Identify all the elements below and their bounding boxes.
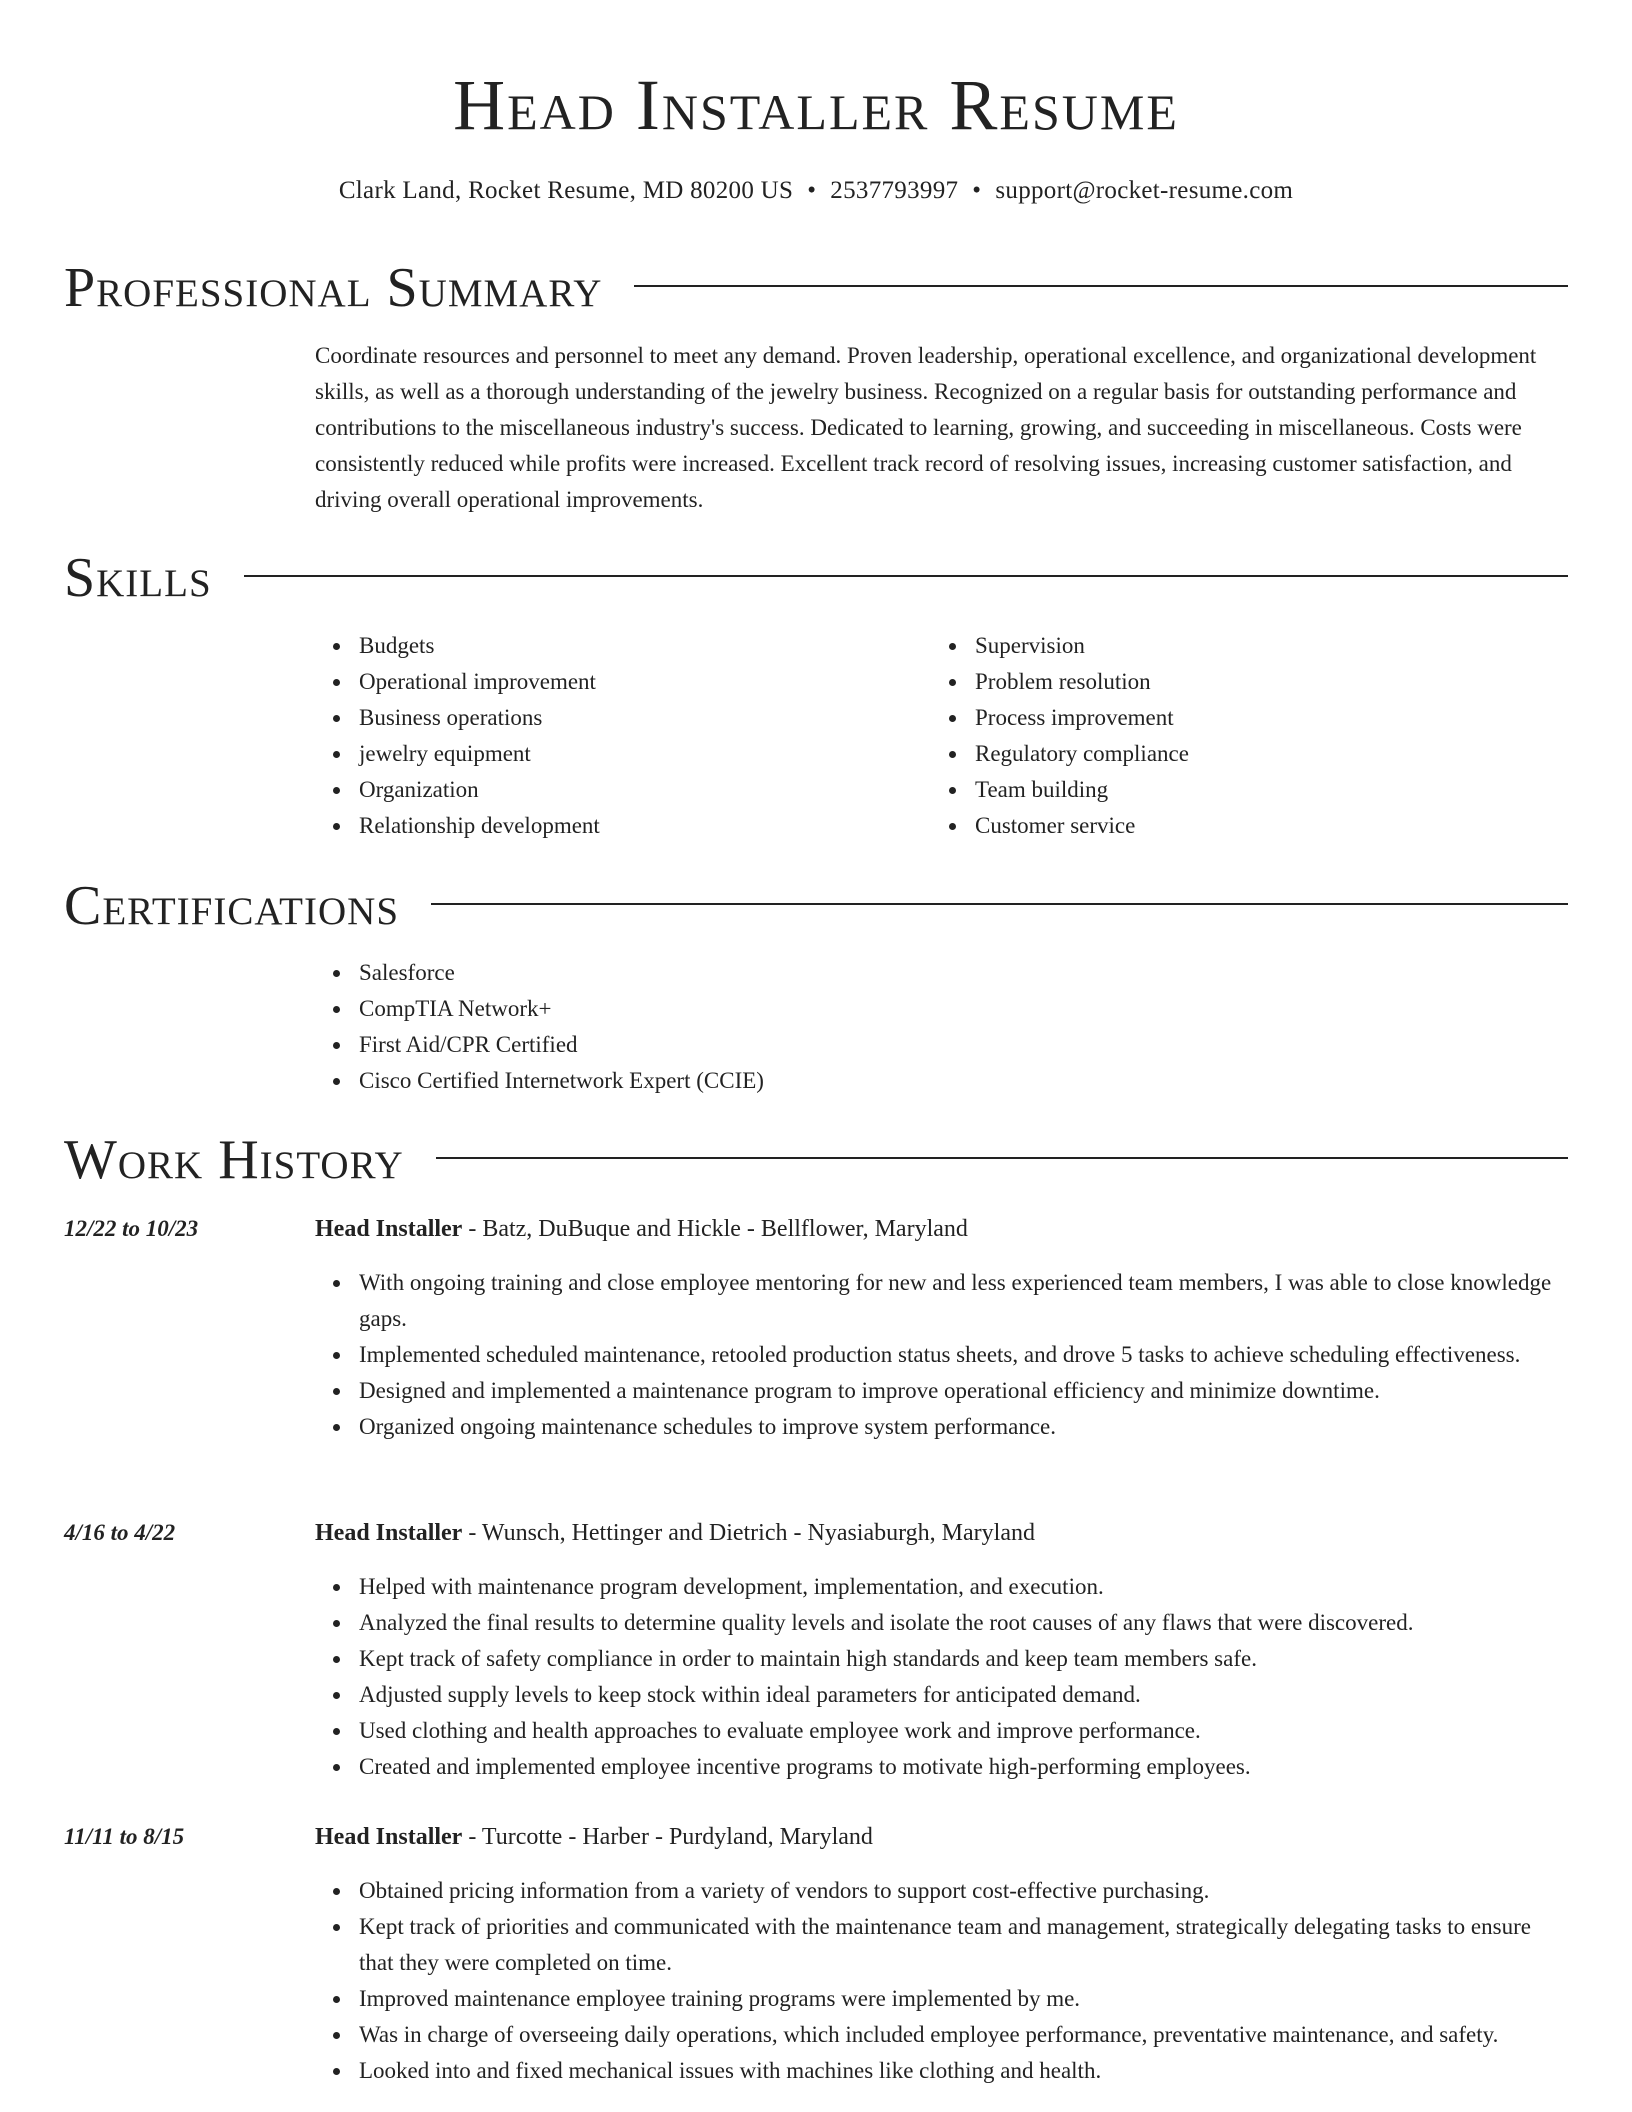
skill-item: Supervision bbox=[975, 628, 1547, 664]
certification-item: Salesforce bbox=[359, 955, 1568, 991]
certifications-heading: Certifications bbox=[64, 875, 400, 937]
job-dates: 11/11 to 8/15 bbox=[64, 1824, 185, 1849]
job-bullet: Used clothing and health approaches to evaluate employee work and improve performance. bbox=[359, 1713, 1568, 1749]
skill-item: Organization bbox=[359, 772, 931, 808]
skill-item: Process improvement bbox=[975, 700, 1547, 736]
summary-body bbox=[315, 338, 1568, 518]
job-bullet: Created and implemented employee incentive programs to motivate high-performing employees. bbox=[359, 1749, 1568, 1785]
skill-item: Business operations bbox=[359, 700, 931, 736]
skills-section-header bbox=[64, 546, 1568, 610]
section-divider bbox=[244, 575, 1568, 577]
job-header bbox=[315, 1211, 1568, 1247]
contact-phone: 2537793997 bbox=[830, 177, 959, 204]
skills-list bbox=[315, 628, 1568, 844]
job-dates: 12/22 to 10/23 bbox=[64, 1216, 199, 1241]
section-divider bbox=[634, 285, 1568, 287]
job-employer-location: - Turcotte - Harber - Purdyland, Maryland bbox=[462, 1824, 873, 1850]
job-header bbox=[315, 1819, 1568, 1855]
job-bullet: Kept track of priorities and communicated with the maintenance team and management, strategically delegating tasks to ensure that they were completed on time. bbox=[359, 1909, 1568, 1981]
job-bullets bbox=[315, 1265, 1568, 1445]
job-role: Head Installer bbox=[315, 1216, 463, 1242]
job-bullet: Implemented scheduled maintenance, retooled production status sheets, and drove 5 tasks to achieve scheduling effectiveness. bbox=[359, 1337, 1568, 1373]
certification-item: First Aid/CPR Certified bbox=[359, 1027, 1568, 1063]
job-bullets bbox=[315, 1873, 1568, 2089]
job-bullet: Analyzed the final results to determine quality levels and isolate the root causes of any flaws that were discovered. bbox=[359, 1605, 1568, 1641]
skill-item: Budgets bbox=[359, 628, 931, 664]
job-bullet: Kept track of safety compliance in order to maintain high standards and keep team members safe. bbox=[359, 1641, 1568, 1677]
contact-email: support@rocket-resume.com bbox=[995, 177, 1294, 204]
work-history-heading: Work History bbox=[64, 1129, 404, 1191]
skill-item: Operational improvement bbox=[359, 664, 931, 700]
job-bullet: Helped with maintenance program development, implementation, and execution. bbox=[359, 1569, 1568, 1605]
summary-heading: Professional Summary bbox=[64, 257, 603, 319]
job-dates: 4/16 to 4/22 bbox=[64, 1520, 176, 1545]
skills-heading: Skills bbox=[64, 547, 212, 609]
contact-line bbox=[64, 174, 1568, 208]
skills-column-left bbox=[315, 628, 931, 844]
job-employer-location: - Wunsch, Hettinger and Dietrich - Nyasiaburgh, Maryland bbox=[462, 1520, 1035, 1546]
skill-item: Regulatory compliance bbox=[975, 736, 1547, 772]
section-divider bbox=[436, 1157, 1568, 1159]
job-role: Head Installer bbox=[315, 1824, 463, 1850]
job-bullet: With ongoing training and close employee mentoring for new and less experienced team members, I was able to close knowledge gaps. bbox=[359, 1265, 1568, 1337]
skill-item: Problem resolution bbox=[975, 664, 1547, 700]
contact-separator: • bbox=[807, 177, 817, 204]
summary-section-header bbox=[64, 256, 1568, 320]
certifications-list bbox=[315, 955, 1568, 1099]
job-bullet: Obtained pricing information from a variety of vendors to support cost-effective purchasing. bbox=[359, 1873, 1568, 1909]
certification-item: CompTIA Network+ bbox=[359, 991, 1568, 1027]
skill-item: Customer service bbox=[975, 808, 1547, 844]
job-bullet: Improved maintenance employee training programs were implemented by me. bbox=[359, 1981, 1568, 2017]
certification-item: Cisco Certified Internetwork Expert (CCIE) bbox=[359, 1063, 1568, 1099]
contact-address: Clark Land, Rocket Resume, MD 80200 US bbox=[338, 177, 794, 204]
summary-text: Coordinate resources and personnel to meet any demand. Proven leadership, operational excellence, and organizational development skills, as well as a thorough understanding of the jewelry business. Recognized on a regular basis for outstanding performance and contributions to the miscellaneous industry's success. Dedicated to learning, growing, and succeeding in miscellaneous. Costs were consistently reduced while profits were increased. Excellent track record of resolving issues, increasing customer satisfaction, and driving overall operational improvements. bbox=[315, 343, 1537, 512]
job-header bbox=[315, 1515, 1568, 1551]
job-bullet: Looked into and fixed mechanical issues with machines like clothing and health. bbox=[359, 2053, 1568, 2089]
job-employer-location: - Batz, DuBuque and Hickle - Bellflower, Maryland bbox=[462, 1216, 968, 1242]
contact-separator: • bbox=[972, 177, 982, 204]
job-bullet: Adjusted supply levels to keep stock within ideal parameters for anticipated demand. bbox=[359, 1677, 1568, 1713]
skill-item: Team building bbox=[975, 772, 1547, 808]
job-bullets bbox=[315, 1569, 1568, 1785]
job-bullet: Designed and implemented a maintenance program to improve operational efficiency and minimize downtime. bbox=[359, 1373, 1568, 1409]
skill-item: Relationship development bbox=[359, 808, 931, 844]
skill-item: jewelry equipment bbox=[359, 736, 931, 772]
section-divider bbox=[431, 903, 1568, 905]
skills-column-right bbox=[931, 628, 1547, 844]
certifications-section-header bbox=[64, 874, 1568, 938]
resume-title: Head Installer Resume bbox=[453, 65, 1179, 145]
job-bullet: Was in charge of overseeing daily operations, which included employee performance, preventative maintenance, and safety. bbox=[359, 2017, 1568, 2053]
job-bullet: Organized ongoing maintenance schedules to improve system performance. bbox=[359, 1409, 1568, 1445]
work-history-section-header bbox=[64, 1128, 1568, 1192]
job-role: Head Installer bbox=[315, 1520, 463, 1546]
